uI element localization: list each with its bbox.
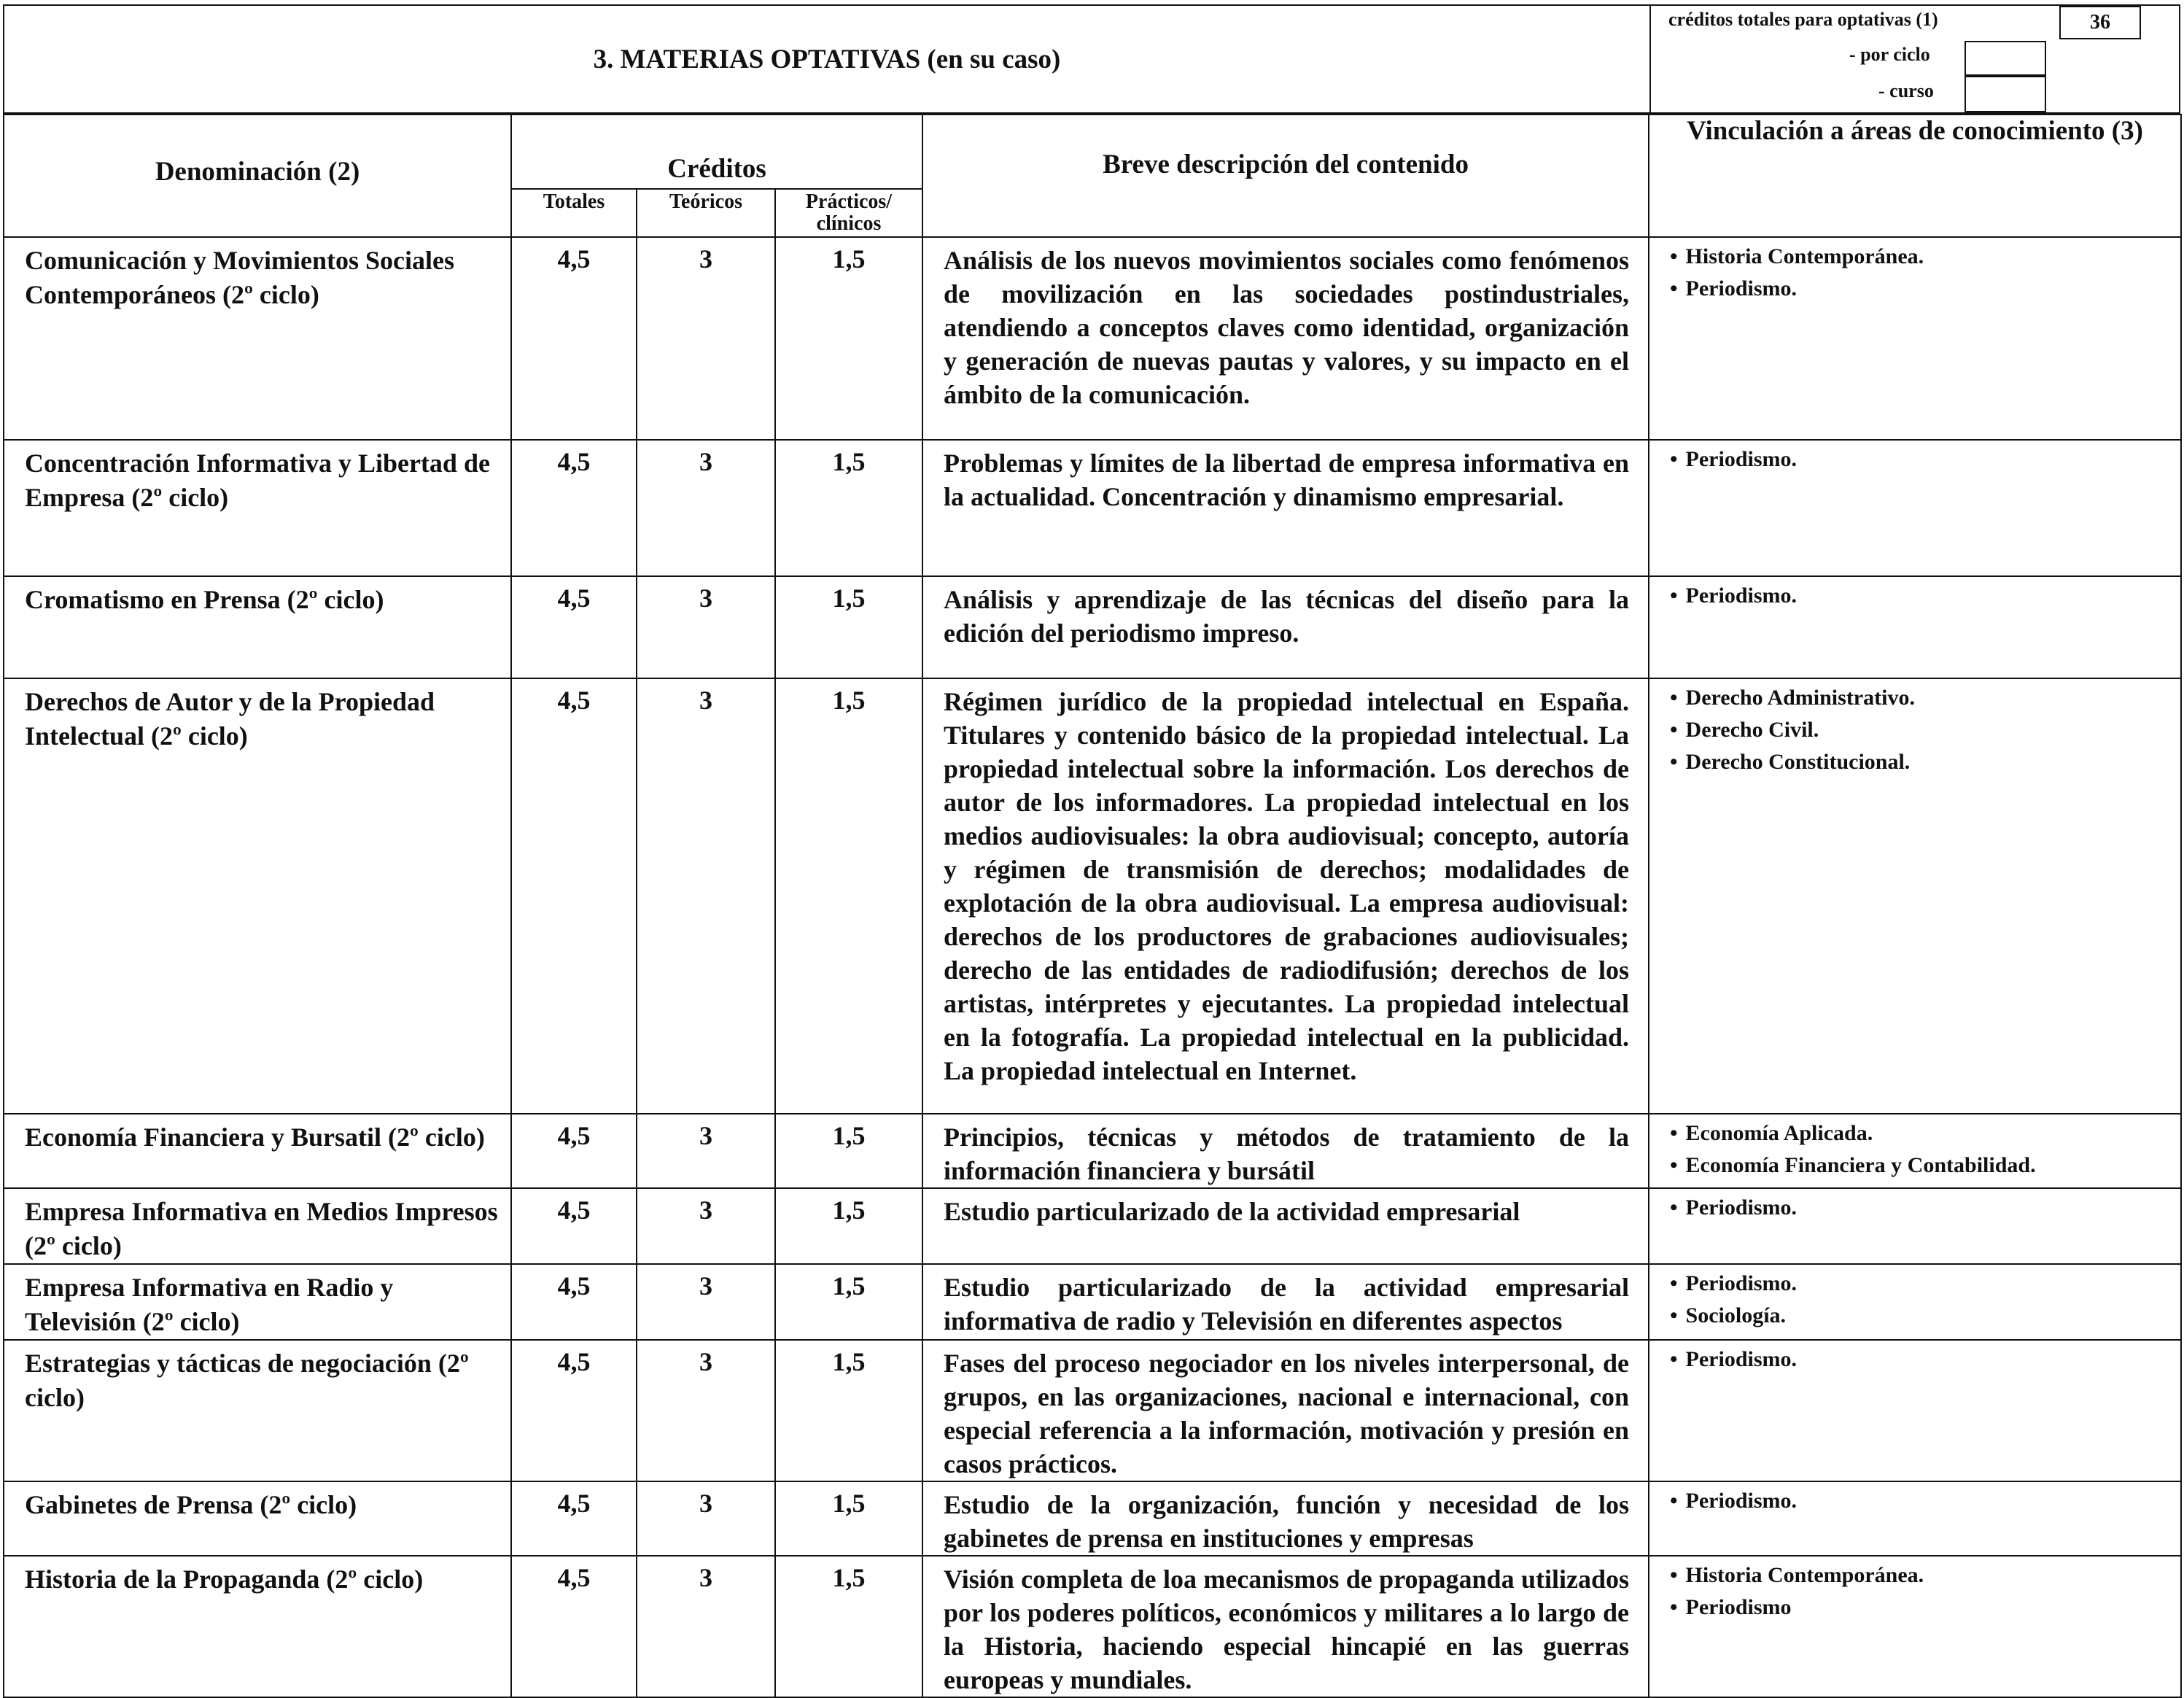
table-row <box>4 440 2181 576</box>
col-header-totales: Totales <box>511 189 637 237</box>
content-description: Análisis de los nuevos movimientos sociales como fenómenos de movilización en las sociedades postindustriales, atendiendo a conceptos claves como identidad, organización y generación de nuevas pautas y valores, y su impacto en el ámbito de la comunicación. <box>922 237 1649 440</box>
area-item <box>1670 580 2175 612</box>
knowledge-areas <box>1649 1114 2181 1188</box>
area-label: Periodismo. <box>1685 447 1798 471</box>
area-label: Economía Aplicada. <box>1685 1121 1873 1145</box>
credits-teoricos: 3 <box>637 678 775 1114</box>
col-header-teoricos: Teóricos <box>637 189 775 237</box>
area-item <box>1670 241 2175 273</box>
col-header-denominacion: Denominación (2) <box>4 115 511 237</box>
credits-teoricos: 3 <box>637 237 775 440</box>
area-item <box>1670 1150 2175 1182</box>
area-item <box>1670 1592 2175 1624</box>
credits-practicos: 1,5 <box>775 576 922 678</box>
curso-label: - curso <box>1878 80 1934 101</box>
subject-name: Gabinetes de Prensa (2º ciclo) <box>4 1481 511 1556</box>
por-ciclo-label: - por ciclo <box>1849 44 1930 65</box>
area-label: Periodismo <box>1685 1595 1792 1619</box>
subject-name: Cromatismo en Prensa (2º ciclo) <box>4 576 511 678</box>
table-row <box>4 1340 2181 1481</box>
content-description: Régimen jurídico de la propiedad intelectual en España. Titulares y contenido básico de la propiedad intelectual. La propiedad intelectual sobre la información. Los derechos de autor de los informadores. La propiedad intelectual en los medios audiovisuales: la obra audiovisual; concepto, autoría y régimen de transmisión de derechos; modalidades de explotación de la obra audiovisual. La empresa audiovisual: derechos de los productores de grabaciones audiovisuales; derecho de las entidades de radiodifusión; derechos de los artistas, intérpretes y ejecutantes. La propiedad intelectual en la fotografía. La propiedad intelectual en la publicidad. La propiedad intelectual en Internet. <box>922 678 1649 1114</box>
area-item <box>1670 1559 2175 1592</box>
area-item <box>1670 682 2175 714</box>
subject-name: Concentración Informativa y Libertad de Empresa (2º ciclo) <box>4 440 511 576</box>
credits-totales: 4,5 <box>511 1188 637 1264</box>
subject-name: Derechos de Autor y de la Propiedad Intelectual (2º ciclo) <box>4 678 511 1114</box>
credits-totales: 4,5 <box>511 237 637 440</box>
area-item <box>1670 714 2175 746</box>
col-header-vinculacion: Vinculación a áreas de conocimiento (3) <box>1649 115 2181 237</box>
credits-practicos: 1,5 <box>775 237 922 440</box>
table-row <box>4 1556 2181 1697</box>
credits-practicos: 1,5 <box>775 1556 922 1697</box>
area-item <box>1670 443 2175 476</box>
credits-teoricos: 3 <box>637 440 775 576</box>
bullet-icon: • <box>1670 1563 1678 1587</box>
credits-teoricos: 3 <box>637 1264 775 1340</box>
area-label: Historia Contemporánea. <box>1685 244 1924 268</box>
bullet-icon: • <box>1670 1489 1678 1513</box>
knowledge-areas <box>1649 576 2181 678</box>
credits-totales: 4,5 <box>511 678 637 1114</box>
area-label: Periodismo. <box>1685 584 1798 608</box>
subject-name: Historia de la Propaganda (2º ciclo) <box>4 1556 511 1697</box>
total-credits-label: créditos totales para optativas (1) <box>1668 9 1938 30</box>
table-row <box>4 678 2181 1114</box>
table-row <box>4 1481 2181 1556</box>
content-description: Análisis y aprendizaje de las técnicas del diseño para la edición del periodismo impreso. <box>922 576 1649 678</box>
table-row <box>4 1188 2181 1264</box>
area-label: Periodismo. <box>1685 1489 1798 1513</box>
header-block <box>3 4 2180 114</box>
area-label: Derecho Administrativo. <box>1685 686 1915 710</box>
document-page <box>3 4 2180 1694</box>
table-row <box>4 576 2181 678</box>
content-description: Principios, técnicas y métodos de tratamiento de la información financiera y bursátil <box>922 1114 1649 1188</box>
table-row <box>4 1264 2181 1340</box>
bullet-icon: • <box>1670 1153 1678 1177</box>
area-item <box>1670 1344 2175 1376</box>
optional-subjects-table <box>3 114 2182 1698</box>
area-label: Historia Contemporánea. <box>1685 1563 1924 1587</box>
knowledge-areas <box>1649 237 2181 440</box>
credits-teoricos: 3 <box>637 1114 775 1188</box>
credits-totales: 4,5 <box>511 1264 637 1340</box>
bullet-icon: • <box>1670 1271 1678 1295</box>
col-header-practicos: Prácticos/ clínicos <box>775 189 922 237</box>
credits-practicos: 1,5 <box>775 1188 922 1264</box>
content-description: Visión completa de loa mecanismos de propaganda utilizados por los poderes políticos, económicos y militares a lo largo de la Historia, haciendo especial hincapié en las guerras europeas y mundiales. <box>922 1556 1649 1697</box>
bullet-icon: • <box>1670 750 1678 774</box>
content-description: Estudio particularizado de la actividad empresarial <box>922 1188 1649 1264</box>
area-item <box>1670 1485 2175 1517</box>
area-item <box>1670 746 2175 778</box>
subject-name: Estrategias y tácticas de negociación (2º ciclo) <box>4 1340 511 1481</box>
credits-teoricos: 3 <box>637 1556 775 1697</box>
credits-totales: 4,5 <box>511 1114 637 1188</box>
total-credits-value: 36 <box>2059 6 2141 39</box>
area-item <box>1670 273 2175 305</box>
bullet-icon: • <box>1670 1347 1678 1371</box>
bullet-icon: • <box>1670 1121 1678 1145</box>
subject-name: Empresa Informativa en Medios Impresos (2º ciclo) <box>4 1188 511 1264</box>
credits-practicos: 1,5 <box>775 440 922 576</box>
table-row <box>4 1114 2181 1188</box>
bullet-icon: • <box>1670 1195 1678 1220</box>
credits-practicos: 1,5 <box>775 1340 922 1481</box>
content-description: Estudio particularizado de la actividad empresarial informativa de radio y Televisión en diferentes aspectos <box>922 1264 1649 1340</box>
subject-name: Economía Financiera y Bursatil (2º ciclo) <box>4 1114 511 1188</box>
credits-totales: 4,5 <box>511 576 637 678</box>
area-label: Periodismo. <box>1685 1195 1798 1220</box>
area-label: Derecho Constitucional. <box>1685 750 1911 774</box>
area-label: Periodismo. <box>1685 1271 1798 1295</box>
credits-summary <box>1649 6 2180 112</box>
subject-name: Empresa Informativa en Radio y Televisión (2º ciclo) <box>4 1264 511 1340</box>
bullet-icon: • <box>1670 1595 1678 1619</box>
content-description: Problemas y límites de la libertad de empresa informativa en la actualidad. Concentración y dinamismo empresarial. <box>922 440 1649 576</box>
por-ciclo-value <box>1965 41 2046 76</box>
table-row <box>4 237 2181 440</box>
credits-totales: 4,5 <box>511 1481 637 1556</box>
credits-practicos: 1,5 <box>775 1481 922 1556</box>
credits-totales: 4,5 <box>511 440 637 576</box>
col-header-descripcion: Breve descripción del contenido <box>922 115 1649 237</box>
credits-teoricos: 3 <box>637 1188 775 1264</box>
credits-totales: 4,5 <box>511 1340 637 1481</box>
area-label: Economía Financiera y Contabilidad. <box>1685 1153 2036 1177</box>
credits-practicos: 1,5 <box>775 678 922 1114</box>
area-label: Periodismo. <box>1685 1347 1798 1371</box>
credits-practicos: 1,5 <box>775 1114 922 1188</box>
col-header-creditos: Créditos <box>511 115 922 189</box>
content-description: Estudio de la organización, función y necesidad de los gabinetes de prensa en instituciones y empresas <box>922 1481 1649 1556</box>
area-item <box>1670 1300 2175 1332</box>
section-title: 3. MATERIAS OPTATIVAS (en su caso) <box>593 44 1061 74</box>
bullet-icon: • <box>1670 718 1678 742</box>
area-item <box>1670 1192 2175 1224</box>
credits-teoricos: 3 <box>637 576 775 678</box>
knowledge-areas <box>1649 1481 2181 1556</box>
knowledge-areas <box>1649 1340 2181 1481</box>
bullet-icon: • <box>1670 1303 1678 1327</box>
bullet-icon: • <box>1670 584 1678 608</box>
knowledge-areas <box>1649 678 2181 1114</box>
area-label: Sociología. <box>1685 1303 1787 1327</box>
content-description: Fases del proceso negociador en los niveles interpersonal, de grupos, en las organizaciones, nacional e internacional, con especial referencia a la información, motivación y presión en casos prácticos. <box>922 1340 1649 1481</box>
credits-teoricos: 3 <box>637 1481 775 1556</box>
knowledge-areas <box>1649 440 2181 576</box>
area-item <box>1670 1268 2175 1300</box>
bullet-icon: • <box>1670 686 1678 710</box>
area-item <box>1670 1117 2175 1150</box>
bullet-icon: • <box>1670 447 1678 471</box>
area-label: Periodismo. <box>1685 276 1798 301</box>
credits-practicos: 1,5 <box>775 1264 922 1340</box>
knowledge-areas <box>1649 1188 2181 1264</box>
curso-value <box>1965 76 2046 112</box>
bullet-icon: • <box>1670 244 1678 268</box>
knowledge-areas <box>1649 1556 2181 1697</box>
area-label: Derecho Civil. <box>1685 718 1819 742</box>
credits-totales: 4,5 <box>511 1556 637 1697</box>
subject-name: Comunicación y Movimientos Sociales Contemporáneos (2º ciclo) <box>4 237 511 440</box>
credits-teoricos: 3 <box>637 1340 775 1481</box>
bullet-icon: • <box>1670 276 1678 301</box>
knowledge-areas <box>1649 1264 2181 1340</box>
